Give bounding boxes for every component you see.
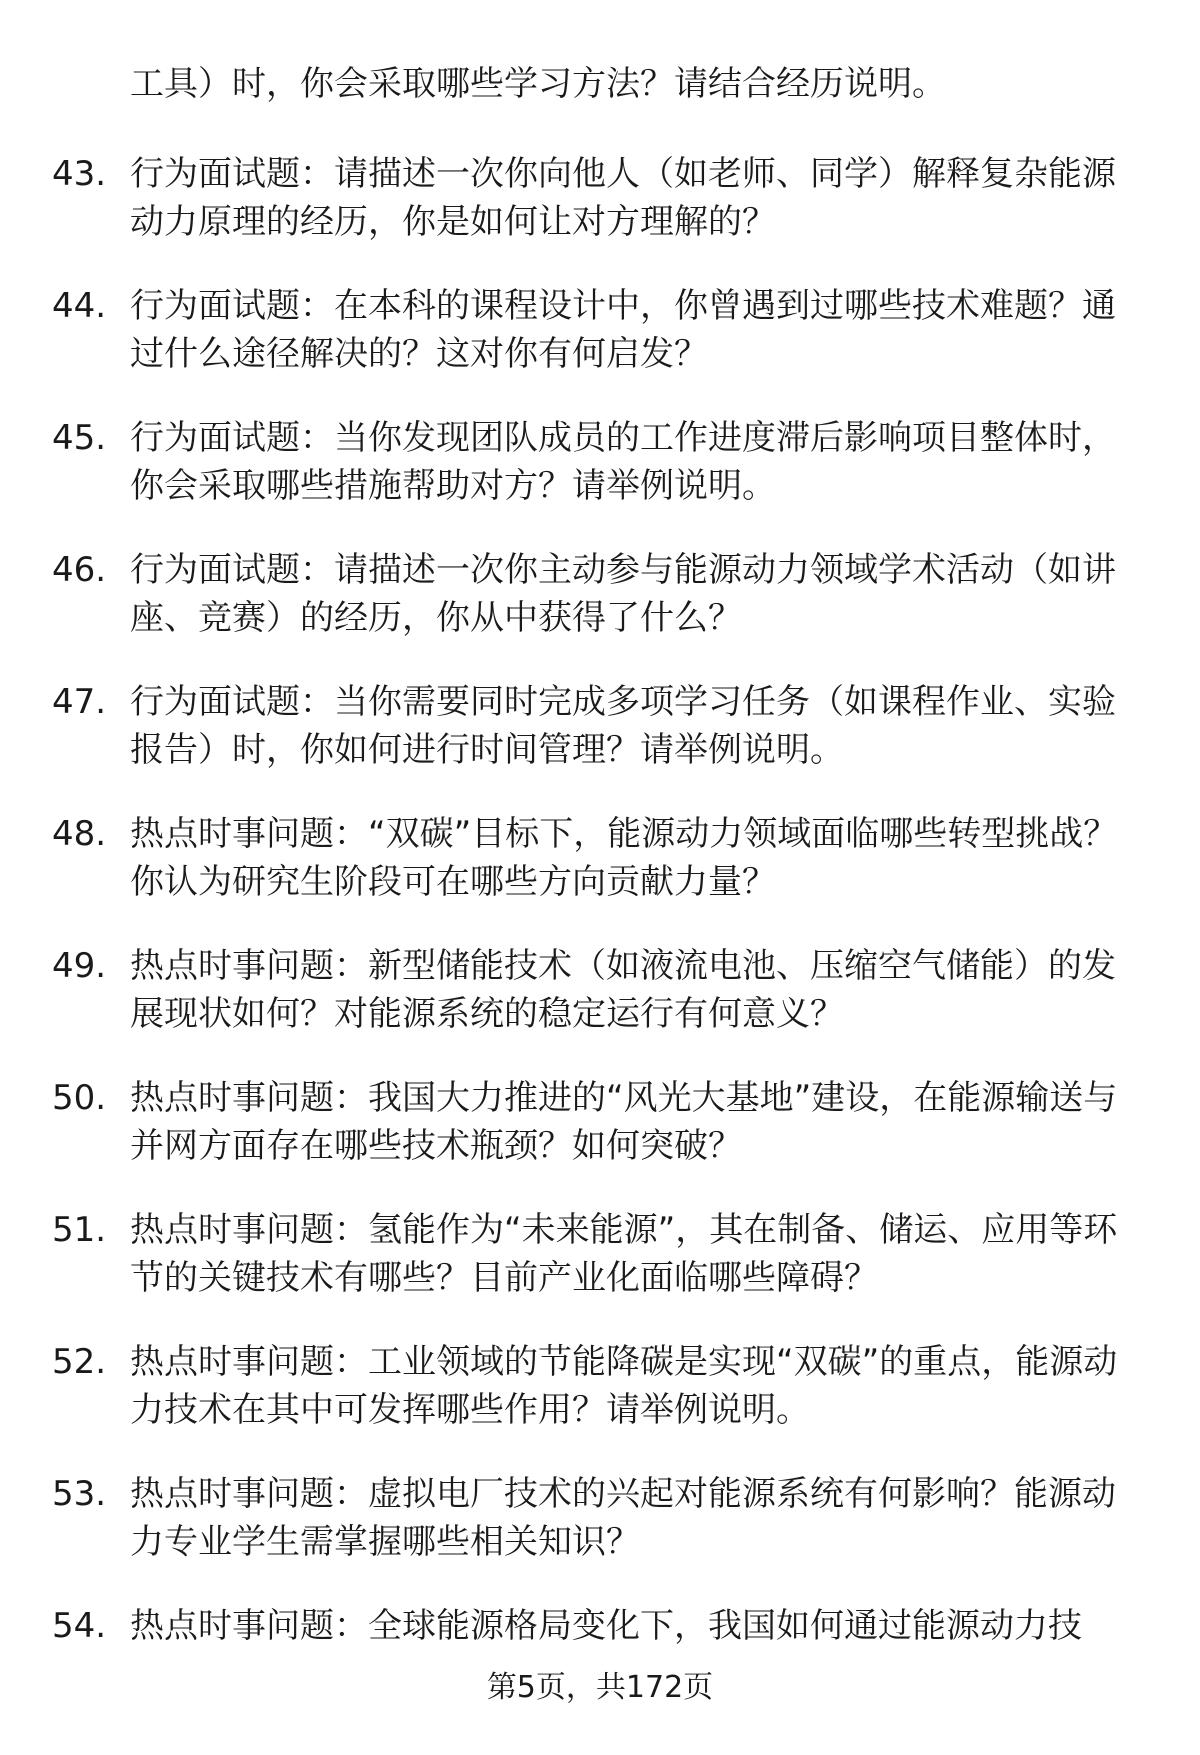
page-footer: 第5页，共172页	[486, 1670, 714, 1705]
item-number: 53.	[52, 1474, 107, 1514]
item-text: 行为面试题：请描述一次你向他人（如老师、同学）解释复杂能源动力原理的经历，你是如何让对方理解的？	[130, 154, 1116, 242]
item-text: 热点时事问题：“双碳”目标下，能源动力领域面临哪些转型挑战？你认为研究生阶段可在哪些方向贡献力量？	[130, 814, 1118, 902]
item-number: 50.	[52, 1078, 107, 1118]
item-text: 热点时事问题：我国大力推进的“风光大基地”建设，在能源输送与并网方面存在哪些技术瓶颈？如何突破？	[130, 1078, 1118, 1166]
item-text: 热点时事问题：工业领域的节能降碳是实现“双碳”的重点，能源动力技术在其中可发挥哪些作用？请举例说明。	[130, 1342, 1118, 1430]
list-item	[0, 1338, 1200, 1434]
question-list	[0, 150, 1200, 1734]
list-item	[0, 1206, 1200, 1302]
item-number: 46.	[52, 550, 107, 590]
list-item	[0, 942, 1200, 1038]
item-text: 热点时事问题：虚拟电厂技术的兴起对能源系统有何影响？能源动力专业学生需掌握哪些相关知识？	[130, 1474, 1116, 1562]
item-text: 行为面试题：请描述一次你主动参与能源动力领域学术活动（如讲座、竞赛）的经历，你从中获得了什么？	[130, 550, 1116, 638]
continuation-text: 工具）时，你会采取哪些学习方法？请结合经历说明。	[130, 64, 946, 104]
item-number: 45.	[52, 418, 107, 458]
item-number: 51.	[52, 1210, 107, 1250]
list-item	[0, 678, 1200, 774]
list-item	[0, 1470, 1200, 1566]
list-item	[0, 546, 1200, 642]
item-number: 54.	[52, 1606, 107, 1646]
list-item	[0, 282, 1200, 378]
item-text: 行为面试题：当你发现团队成员的工作进度滞后影响项目整体时，你会采取哪些措施帮助对方？请举例说明。	[130, 418, 1116, 506]
list-item	[0, 150, 1200, 246]
list-item	[0, 414, 1200, 510]
item-number: 43.	[52, 154, 107, 194]
item-text: 热点时事问题：氢能作为“未来能源”，其在制备、储运、应用等环节的关键技术有哪些？目前产业化面临哪些障碍？	[130, 1210, 1118, 1298]
item-text: 热点时事问题：全球能源格局变化下，我国如何通过能源动力技	[130, 1606, 1082, 1646]
item-number: 49.	[52, 946, 107, 986]
item-text: 行为面试题：当你需要同时完成多项学习任务（如课程作业、实验报告）时，你如何进行时间管理？请举例说明。	[130, 682, 1116, 770]
item-text: 热点时事问题：新型储能技术（如液流电池、压缩空气储能）的发展现状如何？对能源系统的稳定运行有何意义？	[130, 946, 1116, 1034]
list-item	[0, 1074, 1200, 1170]
item-number: 47.	[52, 682, 107, 722]
item-number: 52.	[52, 1342, 107, 1382]
item-number: 48.	[52, 814, 107, 854]
item-text: 行为面试题：在本科的课程设计中，你曾遇到过哪些技术难题？通过什么途径解决的？这对你有何启发？	[130, 286, 1116, 374]
item-number: 44.	[52, 286, 107, 326]
list-item	[0, 810, 1200, 906]
